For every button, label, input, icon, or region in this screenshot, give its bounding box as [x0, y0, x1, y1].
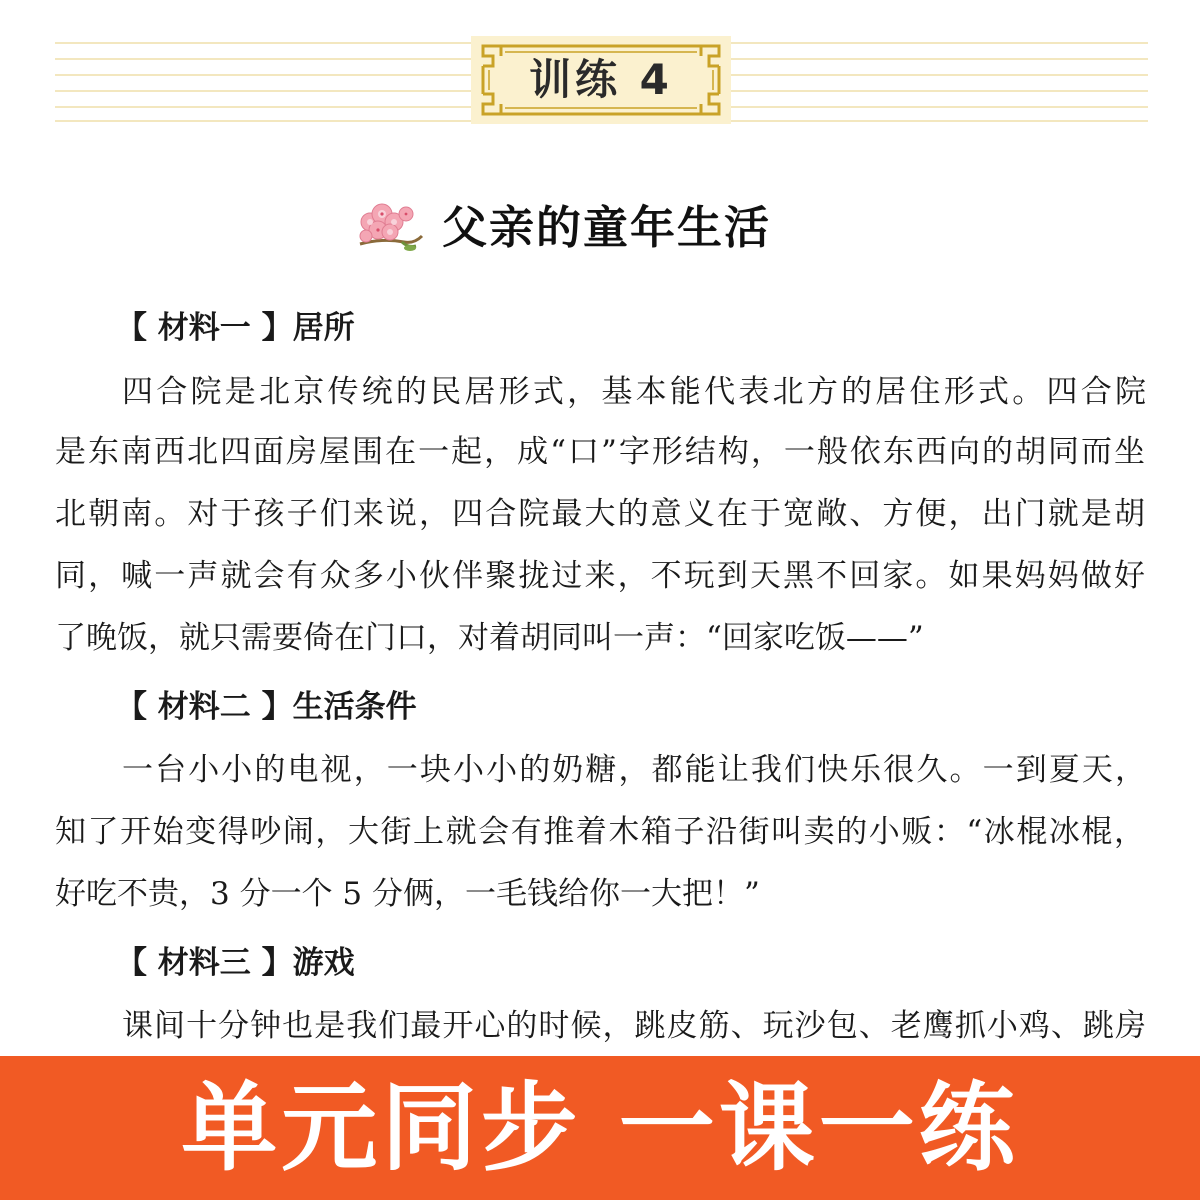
banner-text: 单元同步 一课一练: [181, 1072, 1019, 1184]
title-text: 父亲的童年生活: [442, 200, 772, 254]
text-line: 好吃不贵，3 分一个 5 分俩，一毛钱给你一大把！”: [55, 876, 760, 912]
text-line: 知了开始变得吵闹，大街上就会有推着木箱子沿街叫卖的小贩：“冰棍冰棍，: [55, 814, 1145, 850]
lesson-badge: [471, 36, 731, 124]
section-heading: 【 材料三 】游戏: [116, 945, 355, 981]
section-heading: 【 材料一 】居所: [116, 310, 355, 346]
text-line: 了晚饭，就只需要倚在门口，对着胡同叫一声：“回家吃饭——”: [55, 620, 924, 656]
text-line: 四合院是北京传统的民居形式，基本能代表北方的居住形式。四合院: [122, 374, 1146, 410]
lesson-label: 训练 4: [529, 55, 673, 104]
text-line: 课间十分钟也是我们最开心的时候，跳皮筋、玩沙包、老鹰抓小鸡、跳房: [122, 1008, 1146, 1044]
text-line: 是东南西北四面房屋围在一起，成“口”字形结构，一般依东西向的胡同而坐: [55, 434, 1145, 470]
text-line: 北朝南。对于孩子们来说，四合院最大的意义在于宽敞、方便，出门就是胡: [55, 496, 1145, 532]
page-title: [352, 188, 771, 258]
text-line: 一台小小的电视，一块小小的奶糖，都能让我们快乐很久。一到夏天，: [122, 752, 1146, 788]
section-heading: 【 材料二 】生活条件: [116, 689, 417, 725]
promo-banner: [0, 1056, 1200, 1200]
text-line: 同，喊一声就会有众多小伙伴聚拢过来，不玩到天黑不回家。如果妈妈做好: [55, 558, 1145, 594]
cherry-blossom-icon: [352, 192, 426, 254]
